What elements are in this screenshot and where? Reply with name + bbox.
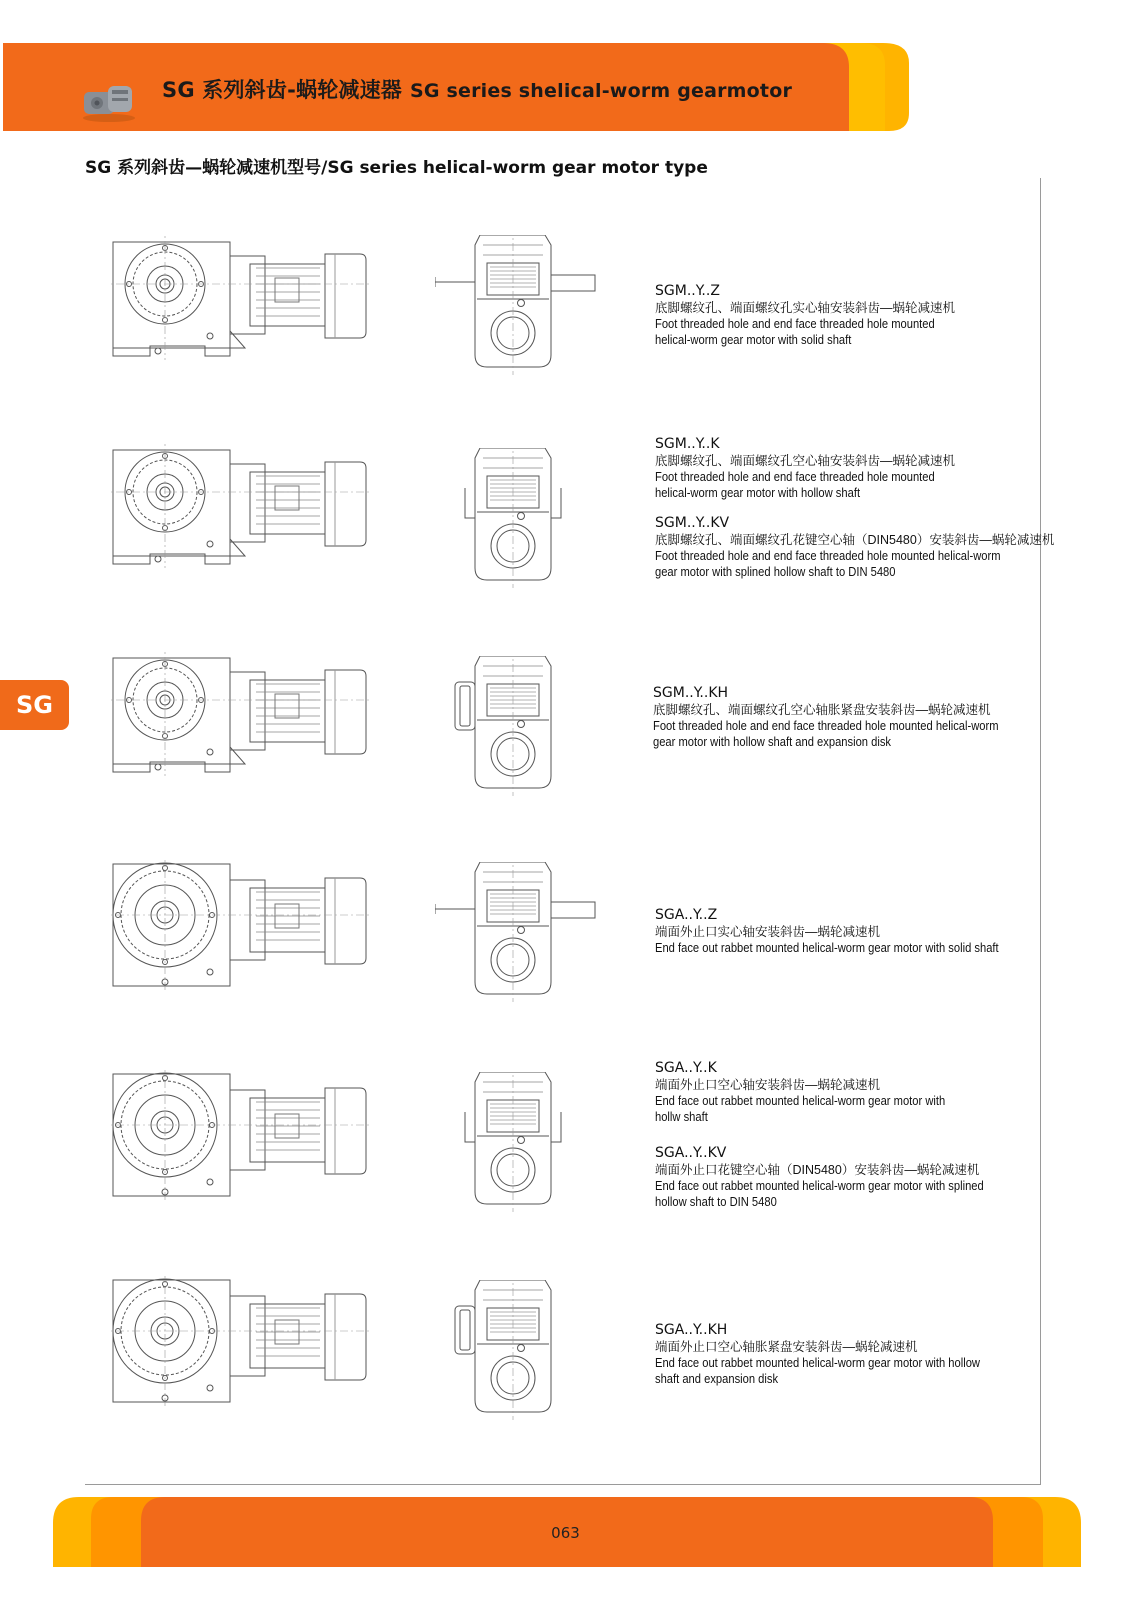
description-sga-y-k: [655, 1059, 992, 1125]
model-code: SGM..Y..K: [655, 436, 720, 452]
drawing-front-view-3: [435, 656, 610, 796]
drawing-front-view-1: [435, 235, 610, 375]
model-description-en: hollw shaft: [655, 1109, 708, 1124]
model-description-en: shaft and expansion disk: [655, 1371, 779, 1386]
model-description-en: End face out rabbet mounted helical-worm gear motor with: [655, 1093, 946, 1108]
model-description-cn: 底脚螺纹孔、端面螺纹孔空心轴安装斜齿—蜗轮减速机: [655, 454, 956, 468]
drawing-side-view-5: [110, 1070, 380, 1204]
model-code: SGA..Y..KH: [655, 1322, 728, 1338]
model-description-cn: 底脚螺纹孔、端面螺纹孔花键空心轴（DIN5480）安装斜齿—蜗轮减速机: [655, 533, 1055, 547]
model-description-cn: 端面外止口空心轴胀紧盘安装斜齿—蜗轮减速机: [655, 1340, 918, 1354]
drawing-side-view-2: [110, 444, 380, 578]
model-code: SGA..Y..Z: [655, 907, 718, 923]
model-description-cn: 端面外止口实心轴安装斜齿—蜗轮减速机: [655, 925, 881, 939]
model-code: SGA..Y..KV: [655, 1145, 727, 1161]
model-description-en: Foot threaded hole and end face threaded hole mounted: [655, 316, 935, 331]
section-title: SG 系列斜齿—蜗轮减速机型号/SG series helical-worm gear motor type: [85, 158, 708, 178]
model-description-en: End face out rabbet mounted helical-worm gear motor with solid shaft: [655, 940, 999, 955]
model-description-en: helical-worm gear motor with solid shaft: [655, 332, 852, 347]
model-code: SGM..Y..Z: [655, 283, 720, 299]
model-code: SGM..Y..KH: [653, 685, 729, 701]
model-code: SGA..Y..K: [655, 1060, 717, 1076]
drawing-side-view-4: [110, 860, 380, 994]
page-number: 063: [551, 1524, 580, 1542]
model-description-en: Foot threaded hole and end face threaded hole mounted: [655, 469, 935, 484]
description-sga-y-kh: [655, 1321, 1033, 1387]
frame-bottom-line: [85, 1484, 1041, 1485]
model-description-en: Foot threaded hole and end face threaded hole mounted helical-worm: [655, 548, 1001, 563]
model-description-cn: 端面外止口花键空心轴（DIN5480）安装斜齿—蜗轮减速机: [655, 1163, 980, 1177]
description-sgm-y-kh: [653, 684, 1055, 750]
description-sga-y-z: [655, 906, 1055, 956]
model-description-cn: 端面外止口空心轴安装斜齿—蜗轮减速机: [655, 1078, 881, 1092]
drawing-side-view-1: [110, 236, 380, 370]
description-sgm-y-z: [655, 282, 980, 348]
side-tab-sg: SG: [0, 680, 69, 730]
model-description-en: End face out rabbet mounted helical-worm gear motor with hollow: [655, 1355, 981, 1370]
header-title-en: SG series shelical-worm gearmotor: [410, 80, 793, 102]
frame-right-line: [1040, 178, 1041, 1484]
model-description-en: End face out rabbet mounted helical-worm gear motor with splined: [655, 1178, 984, 1193]
model-description-en: Foot threaded hole and end face threaded hole mounted helical-worm: [653, 718, 999, 733]
drawing-side-view-3: [110, 652, 380, 786]
model-code: SGM..Y..KV: [655, 515, 730, 531]
header-title: [162, 74, 792, 104]
model-description-en: helical-worm gear motor with hollow shaft: [655, 485, 861, 500]
drawing-front-view-4: [435, 862, 610, 1002]
header-title-cn: SG 系列斜齿-蜗轮减速器: [162, 78, 402, 102]
model-description-cn: 底脚螺纹孔、端面螺纹孔空心轴胀紧盘安装斜齿—蜗轮减速机: [653, 703, 991, 717]
description-sgm-y-k: [655, 435, 980, 501]
model-description-en: gear motor with hollow shaft and expansion disk: [653, 734, 892, 749]
model-description-cn: 底脚螺纹孔、端面螺纹孔实心轴安装斜齿—蜗轮减速机: [655, 301, 956, 315]
drawing-side-view-6: [110, 1276, 380, 1410]
drawing-front-view-5: [435, 1072, 610, 1212]
description-sgm-y-kv: [655, 514, 1057, 580]
model-description-en: hollow shaft to DIN 5480: [655, 1194, 777, 1209]
drawing-front-view-6: [435, 1280, 610, 1420]
description-sga-y-kv: [655, 1144, 1037, 1210]
gearmotor-photo-icon: [80, 80, 138, 126]
drawing-front-view-2: [435, 448, 610, 588]
model-description-en: gear motor with splined hollow shaft to DIN 5480: [655, 564, 896, 579]
